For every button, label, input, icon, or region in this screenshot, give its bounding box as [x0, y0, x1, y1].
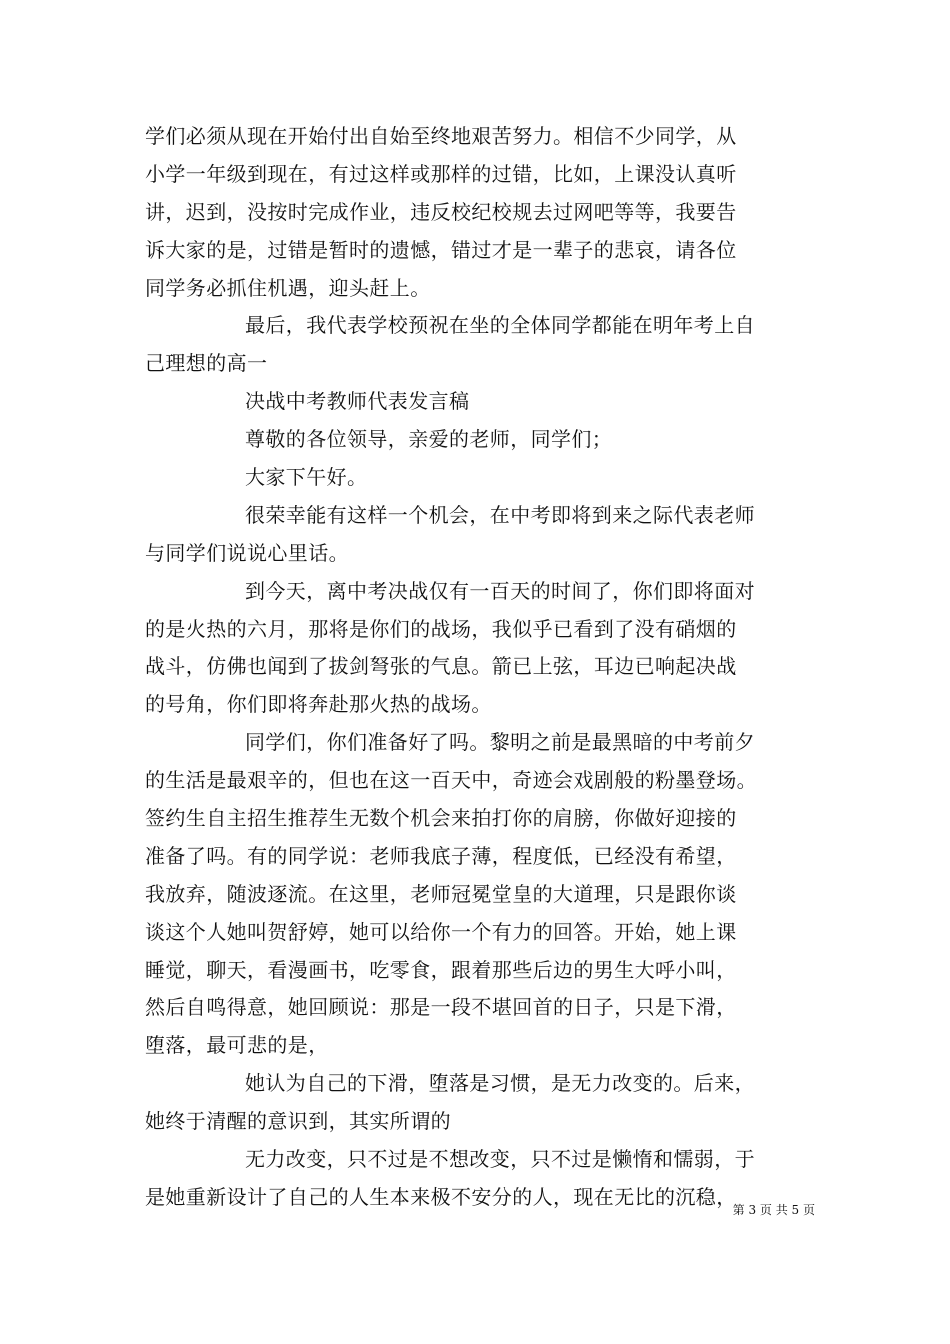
text-line: 然后自鸣得意，她回顾说：那是一段不堪回首的日子，只是下滑， [145, 995, 737, 1020]
text-line: 谈这个人她叫贺舒婷，她可以给你一个有力的回答。开始，她上课 [145, 919, 737, 944]
text-line: 与同学们说说心里话。 [145, 540, 349, 565]
text-line: 她认为自己的下滑，堕落是习惯，是无力改变的。后来， [245, 1071, 755, 1096]
text-line: 我放弃，随波逐流。在这里，老师冠冕堂皇的大道理，只是跟你谈 [145, 881, 737, 906]
text-line: 堕落，最可悲的是， [145, 1033, 329, 1058]
document-title: 决战中考教师代表发言稿 [245, 389, 470, 414]
text-line: 很荣幸能有这样一个机会，在中考即将到来之际代表老师 [245, 502, 755, 527]
page-number: 第 3 页 共 5 页 [732, 1203, 815, 1217]
body-text [145, 118, 815, 1217]
text-line: 最后，我代表学校预祝在坐的全体同学都能在明年考上自 [245, 313, 755, 338]
text-line: 睡觉，聊天，看漫画书，吃零食，跟着那些后边的男生大呼小叫， [145, 957, 737, 982]
greeting: 大家下午好。 [245, 465, 368, 490]
text-line: 她终于清醒的意识到，其实所谓的 [145, 1109, 451, 1134]
text-line: 学们必须从现在开始付出自始至终地艰苦努力。相信不少同学，从 [145, 124, 737, 148]
text-line: 签约生自主招生推荐生无数个机会来拍打你的肩膀，你做好迎接的 [145, 806, 737, 831]
text-line: 小学一年级到现在，有过这样或那样的过错，比如，上课没认真听 [145, 161, 737, 186]
text-line: 战斗，仿佛也闻到了拔剑弩张的气息。箭已上弦，耳边已响起决战 [145, 654, 737, 679]
text-line: 的生活是最艰辛的，但也在这一百天中，奇迹会戏剧般的粉墨登场。 [145, 768, 757, 793]
text-line: 的号角，你们即将奔赴那火热的战场。 [145, 692, 492, 717]
text-line: 同学们，你们准备好了吗。黎明之前是最黑暗的中考前夕 [245, 730, 755, 755]
text-line: 诉大家的是，过错是暂时的遗憾，错过才是一辈子的悲哀，请各位 [145, 237, 737, 262]
text-line: 的是火热的六月，那将是你们的战场，我似乎已看到了没有硝烟的 [145, 616, 737, 641]
text-line: 到今天，离中考决战仅有一百天的时间了，你们即将面对 [245, 578, 755, 603]
text-line: 己理想的高一 [145, 351, 268, 376]
text-line: 无力改变，只不过是不想改变，只不过是懒惰和懦弱，于 [245, 1147, 755, 1172]
text-line: 讲，迟到，没按时完成作业，违反校纪校规去过网吧等等，我要告 [145, 199, 737, 224]
text-line: 准备了吗。有的同学说：老师我底子薄，程度低，已经没有希望， [145, 843, 737, 868]
text-line: 是她重新设计了自己的人生本来极不安分的人，现在无比的沉稳， [145, 1184, 737, 1209]
text-line: 同学务必抓住机遇，迎头赶上。 [145, 275, 431, 300]
salutation: 尊敬的各位领导，亲爱的老师，同学们； [245, 427, 613, 452]
